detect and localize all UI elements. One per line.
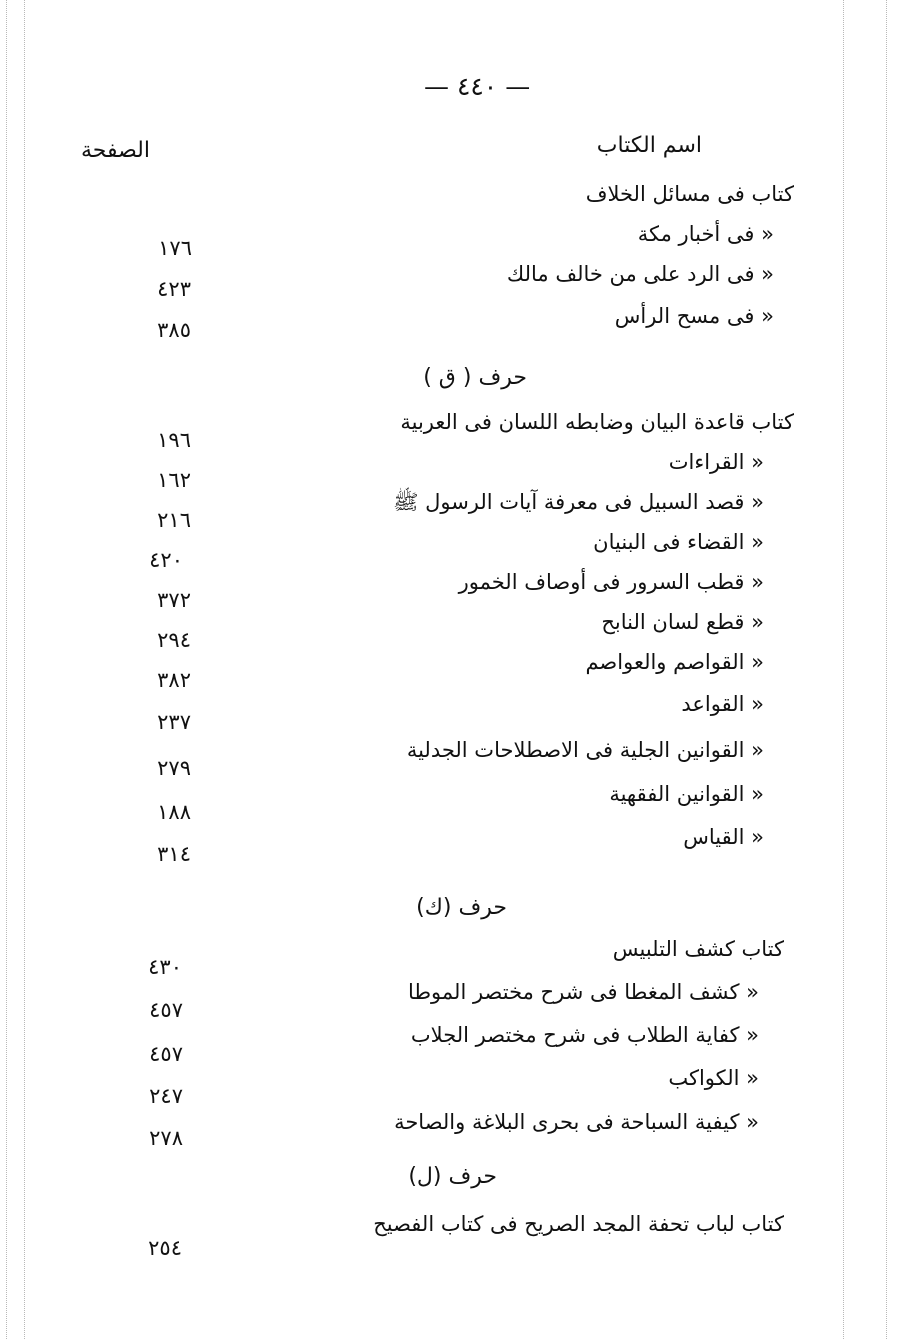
index-entry-title: « القياس	[683, 825, 764, 849]
index-entry-title: « القضاء فى البنيان	[593, 530, 764, 554]
index-entry-page: ٢٧٨	[149, 1126, 183, 1150]
index-entry-page: ٣١٤	[157, 842, 191, 866]
index-entry-page: ١٧٦	[158, 236, 192, 260]
index-entry-title: كتاب فى مسائل الخلاف	[585, 182, 794, 206]
index-entry-page: ٢٩٤	[157, 628, 191, 652]
index-entry-title: « قصد السبيل فى معرفة آيات الرسول ﷺ	[393, 490, 764, 514]
index-entry-title: كتاب كشف التلبيس	[612, 937, 784, 961]
column-header-title: اسم الكتاب	[596, 133, 702, 158]
index-entry-page: ٤٣٠	[148, 955, 182, 979]
index-entry-title: « القواصم والعواصم	[585, 650, 764, 674]
section-letter-heading: حرف (ك)	[416, 895, 507, 920]
index-entry-title: « كفاية الطلاب فى شرح مختصر الجلاب	[410, 1023, 759, 1047]
index-entry-page: ٢٣٧	[157, 710, 191, 734]
index-entry-page: ٤٢٣	[157, 277, 191, 301]
index-entry-title: « فى الرد على من خالف مالك	[506, 262, 774, 286]
index-entry-page: ٢٤٧	[149, 1084, 183, 1108]
index-entry-title: « كيفية السباحة فى بحرى البلاغة والصاحة	[394, 1110, 759, 1134]
index-entry-title: « القوانين الفقهية	[609, 782, 764, 806]
index-entry-title: كتاب قاعدة البيان وضابطه اللسان فى العربية	[400, 410, 794, 434]
page-number: — ٤٤٠ —	[424, 72, 531, 101]
index-entry-title: كتاب لباب تحفة المجد الصريح فى كتاب الفصيح	[373, 1212, 784, 1236]
index-entry-title: « فى مسح الرأس	[614, 304, 774, 328]
index-entry-page: ٤٥٧	[149, 1042, 183, 1066]
scan-edge-left-outer	[6, 0, 7, 1339]
index-entry-page: ٢١٦	[157, 508, 191, 532]
index-entry-title: « الكواكب	[668, 1066, 759, 1090]
index-entry-page: ٢٧٩	[157, 756, 191, 780]
index-entry-page: ٣٨٥	[157, 318, 191, 342]
column-header-page: الصفحة	[80, 138, 150, 163]
scan-edge-left	[24, 0, 25, 1339]
scan-edge-right	[843, 0, 844, 1339]
index-entry-title: « القواعد	[681, 692, 764, 716]
index-entry-page: ١٨٨	[157, 800, 191, 824]
index-entry-title: « القوانين الجلية فى الاصطلاحات الجدلية	[406, 738, 764, 762]
index-entry-title: « القراءات	[668, 450, 764, 474]
section-letter-heading: حرف ( ق )	[423, 365, 527, 390]
index-entry-title: « قطب السرور فى أوصاف الخمور	[458, 570, 764, 594]
index-entry-page: ١٩٦	[157, 428, 191, 452]
index-entry-title: « قطع لسان النابح	[601, 610, 764, 634]
index-entry-title: « فى أخبار مكة	[637, 222, 774, 246]
index-entry-page: ٤٥٧	[149, 998, 183, 1022]
scan-edge-right-outer	[886, 0, 887, 1339]
index-entry-page: ١٦٢	[157, 468, 191, 492]
index-entry-page: ٢٥٤	[148, 1236, 182, 1260]
index-entry-page: ٣٨٢	[157, 668, 191, 692]
index-entry-page: ٣٧٢	[157, 588, 191, 612]
index-entry-page: ٤٢٠	[149, 548, 183, 572]
section-letter-heading: حرف (ل)	[408, 1164, 497, 1189]
index-entry-title: « كشف المغطا فى شرح مختصر الموطا	[407, 980, 759, 1004]
